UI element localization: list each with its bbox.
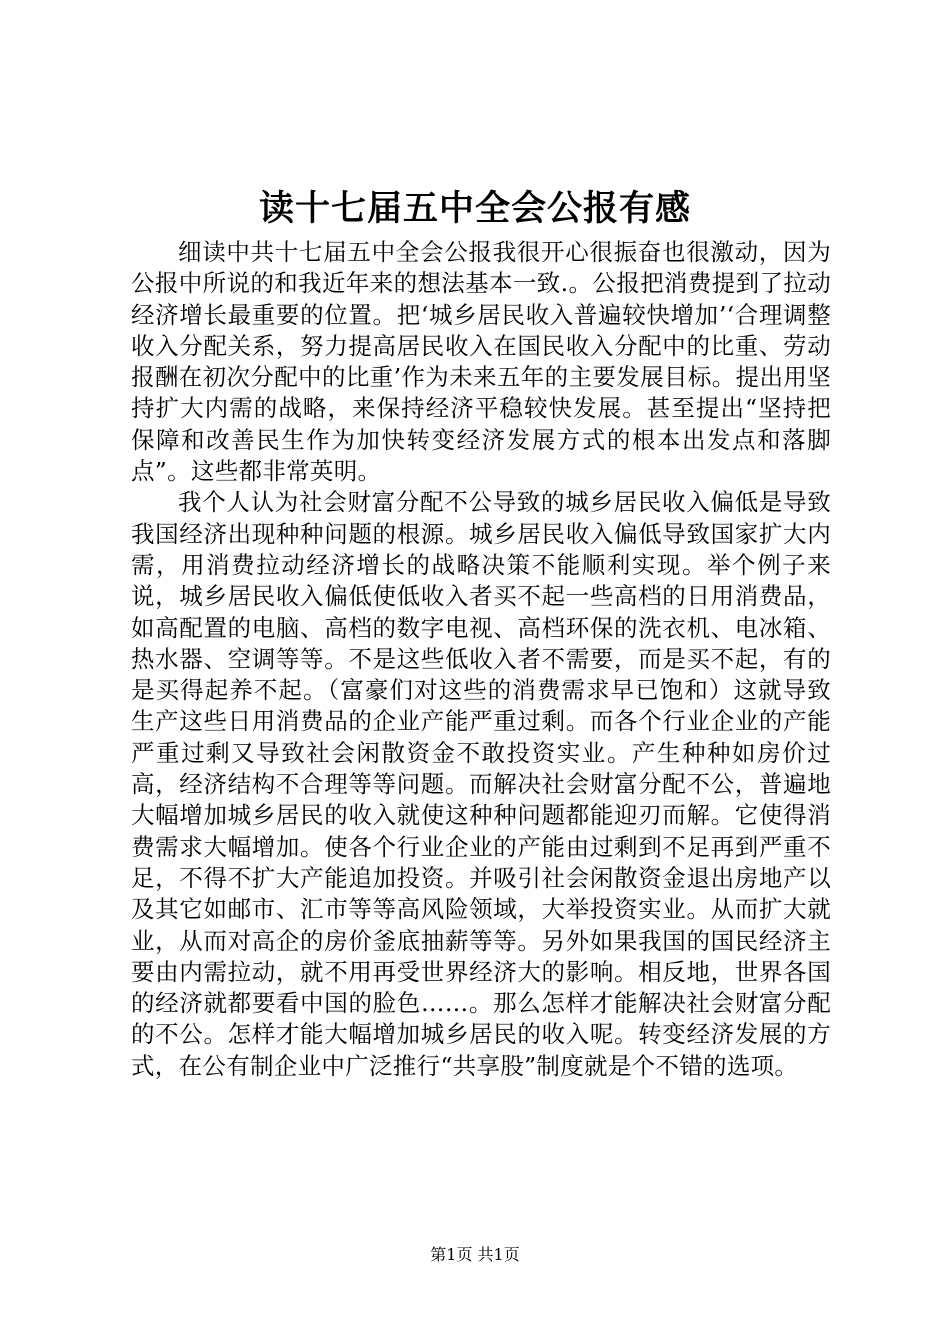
paragraph-2: 我个人认为社会财富分配不公导致的城乡居民收入偏低是导致我国经济出现种种问题的根源。城乡居民收入偏低导致国家扩大内需，用消费拉动经济增长的战略决策不能顺利实现。举个例子来说，城乡居民收入偏低使低收入者买不起一些高档的日用消费品，如高配置的电脑、高档的数字电视、高档环保的洗衣机、电冰箱、热水器、空调等等。不是这些低收入者不需要，而是买不起，有的是买得起养不起。（富豪们对这些的消费需求早已饱和）这就导致生产这些日用消费品的企业产能严重过剩。而各个行业企业的产能严重过剩又导致社会闲散资金不敢投资实业。产生种种如房价过高，经济结构不合理等等问题。而解决社会财富分配不公，普遍地大幅增加城乡居民的收入就使这种种问题都能迎刃而解。它使得消费需求大幅增加。使各个行业企业的产能由过剩到不足再到严重不足，不得不扩大产能追加投资。并吸引社会闲散资金退出房地产以及其它如邮市、汇市等等高风险领域，大举投资实业。从而扩大就业，从而对高企的房价釜底抽薪等等。另外如果我国的国民经济主要由内需拉动，就不用再受世界经济大的影响。相反地，世界各国的经济就都要看中国的脸色……。那么怎样才能解决社会财富分配的不公。怎样才能大幅增加城乡居民的收入呢。转变经济发展的方式，在公有制企业中广泛推行“共享股”制度就是个不错的选项。 bbox=[131, 488, 831, 1080]
paragraph-1: 细读中共十七届五中全会公报我很开心很振奋也很激动，因为公报中所说的和我近年来的想法基本一致.。公报把消费提到了拉动经济增长最重要的位置。把‘城乡居民收入普遍较快增加’‘合理调整收入分配关系，努力提高居民收入在国民收入分配中的比重、劳动报酬在初次分配中的比重’作为未来五年的主要发展目标。提出用坚持扩大内需的战略，来保持经济平稳较快发展。甚至提出“坚持把保障和改善民生作为加快转变经济发展方式的根本出发点和落脚点”。这些都非常英明。 bbox=[131, 238, 831, 486]
document-body bbox=[131, 237, 831, 1082]
document-title: 读十七届五中全会公报有感 bbox=[258, 188, 691, 229]
page-footer: 第1页 共1页 bbox=[430, 1245, 520, 1264]
